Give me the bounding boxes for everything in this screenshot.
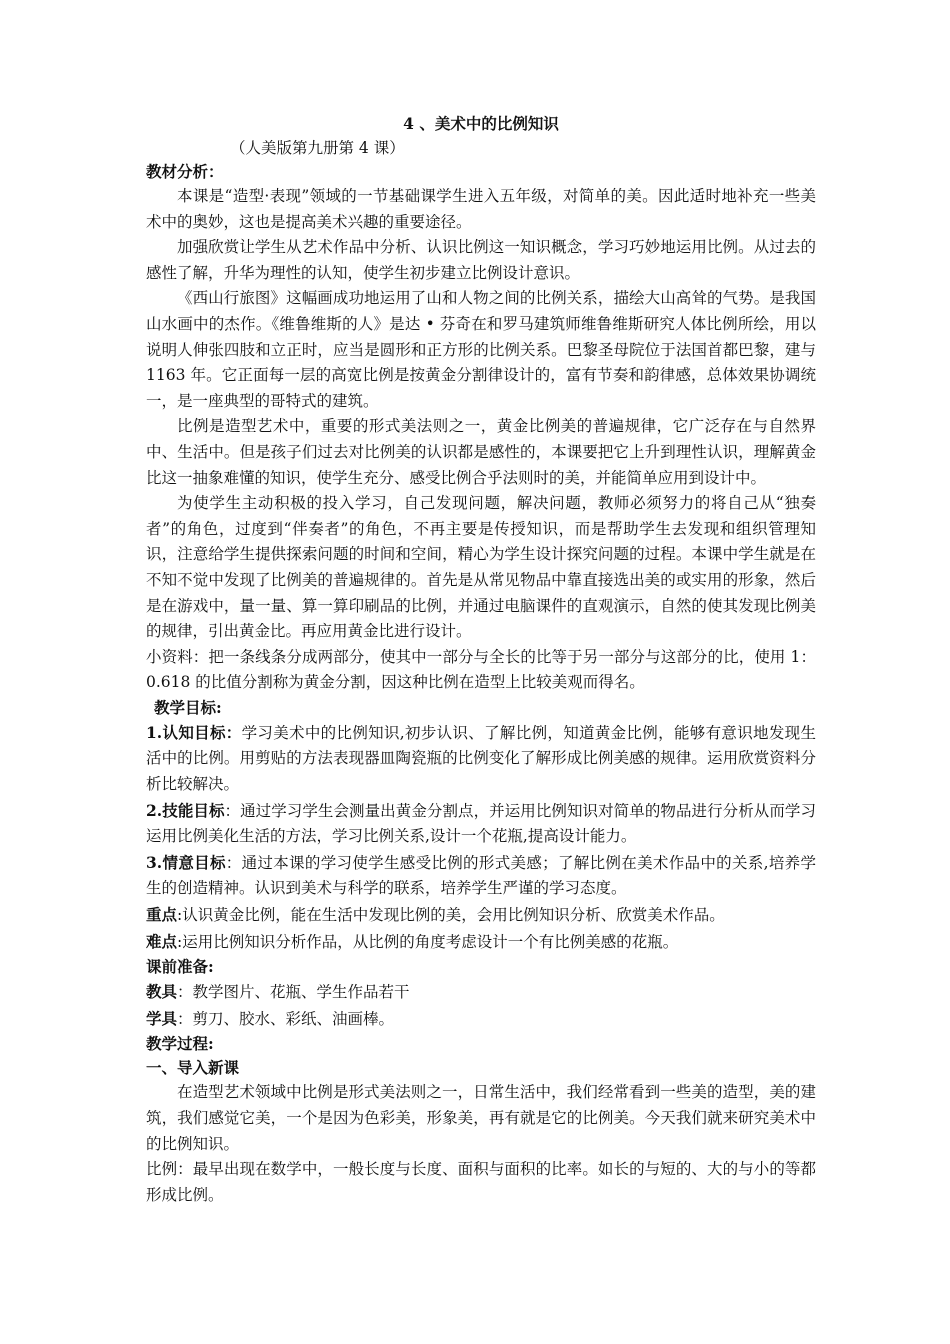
analysis-paragraph: 加强欣赏让学生从艺术作品中分析、认识比例这一知识概念，学习巧妙地运用比例。从过去的感性了解，升华为理性的认知，使学生初步建立比例设计意识。 [146, 238, 816, 282]
definition-paragraph: 比例：最早出现在数学中，一般长度与长度、面积与面积的比率。如长的与短的、大的与小的等都形成比例。 [146, 1160, 816, 1204]
section-heading-intro: 一、导入新课 [146, 1058, 240, 1078]
difficulty-label: 难点 [146, 931, 178, 951]
difficulty-text: :运用比例知识分析作品，从比例的角度考虑设计一个有比例美感的花瓶。 [177, 932, 679, 951]
objective-item [146, 850, 816, 902]
objective-label: 2.技能目标 [146, 800, 225, 820]
key-point-text: :认识黄金比例，能在生活中发现比例的美，会用比例知识分析、欣赏美术作品。 [177, 906, 725, 925]
objective-text: 学习美术中的比例知识,初步认识、了解比例，知道黄金比例，能够有意识地发现生活中的比例。用剪贴的方法表现器皿陶瓷瓶的比例变化了解形成比例美感的规律。运用欣赏资料分析比较解决。 [146, 723, 816, 794]
student-materials-text: ：剪刀、胶水、彩纸、油画棒。 [177, 1009, 395, 1028]
intro-paragraph: 在造型艺术领域中比例是形式美法则之一，日常生活中，我们经常看到一些美的造型，美的建筑，我们感觉它美，一个是因为色彩美，形象美，再有就是它的比例美。今天我们就来研究美术中的比例知识。 [146, 1083, 816, 1153]
document-page [146, 112, 816, 1208]
teacher-materials-text: ：教学图片、花瓶、学生作品若干 [177, 983, 410, 1002]
objectives-heading: 教学目标: [154, 697, 222, 717]
page-title: 4 、美术中的比例知识 [403, 114, 559, 133]
objective-item [146, 798, 816, 850]
golden-ratio-note: 小资料：把一条线条分成两部分，使其中一部分与全长的比等于另一部分与这部分的比，使用 1：0.618 的比值分割称为黄金分割，因这种比例在造型上比较美观而得名。 [146, 647, 816, 692]
page-subtitle: （人美版第九册第 4 课） [230, 139, 405, 157]
difficulty [146, 929, 816, 956]
analysis-paragraph: 本课是“造型·表现”领域的一节基础课学生进入五年级，对简单的美。因此适时地补充一些美术中的奥妙，这也是提高美术兴趣的重要途径。 [146, 187, 816, 231]
process-heading: 教学过程: [146, 1034, 214, 1054]
objective-label: 1.认知目标： [146, 722, 242, 742]
student-materials [146, 1006, 816, 1033]
teacher-materials-label: 教具 [146, 982, 178, 1002]
key-point-label: 重点 [146, 905, 178, 925]
student-materials-label: 学具 [146, 1008, 178, 1028]
objective-text: ：通过本课的学习使学生感受比例的形式美感；了解比例在美术作品中的关系,培养学生的创造精神。认识到美术与科学的联系，培养学生严谨的学习态度。 [146, 853, 816, 898]
teacher-materials [146, 979, 816, 1006]
objective-text: ：通过学习学生会测量出黄金分割点，并运用比例知识对简单的物品进行分析从而学习运用比例美化生活的方法，学习比例关系,设计一个花瓶,提高设计能力。 [146, 801, 816, 846]
analysis-paragraph: 《西山行旅图》这幅画成功地运用了山和人物之间的比例关系，描绘大山高耸的气势。是我国山水画中的杰作。《维鲁维斯的人》是达 • 芬奇在和罗马建筑师维鲁维斯研究人体比例所绘，用以说明人伸张四肢和立正时，应当是圆形和正方形的比例关系。巴黎圣母院位于法国首都巴黎，建与 1163 年。它正面每一层的高宽比例是按黄金分割律设计的，富有节奏和韵律感，总体效果协调统一，是一座典型的哥特式的建筑。 [146, 289, 816, 410]
objective-item [146, 720, 816, 798]
prep-heading: 课前准备: [146, 957, 214, 977]
analysis-paragraph: 为使学生主动积极的投入学习，自己发现问题，解决问题，教师必须努力的将自己从“独奏者”的角色，过度到“伴奏者”的角色，不再主要是传授知识，而是帮助学生去发现和组织管理知识，注意给学生提供探索问题的时间和空间，精心为学生设计探究问题的过程。本课中学生就是在不知不觉中发现了比例美的普遍规律的。首先是从常见物品中靠直接选出美的或实用的形象，然后是在游戏中，量一量、算一算印刷品的比例，并通过电脑课件的直观演示，自然的使其发现比例美的规律，引出黄金比。再应用黄金比进行设计。 [146, 494, 816, 641]
objective-label: 3.情意目标 [146, 852, 226, 872]
analysis-paragraph: 比例是造型艺术中，重要的形式美法则之一，黄金比例美的普遍规律，它广泛存在与自然界中、生活中。但是孩子们过去对比例美的认识都是感性的，本课要把它上升到理性认识，理解黄金比这一抽象难懂的知识，使学生充分、感受比例合乎法则时的美，并能简单应用到设计中。 [146, 417, 816, 487]
analysis-heading: 教材分析： [146, 162, 224, 181]
key-point [146, 902, 816, 929]
